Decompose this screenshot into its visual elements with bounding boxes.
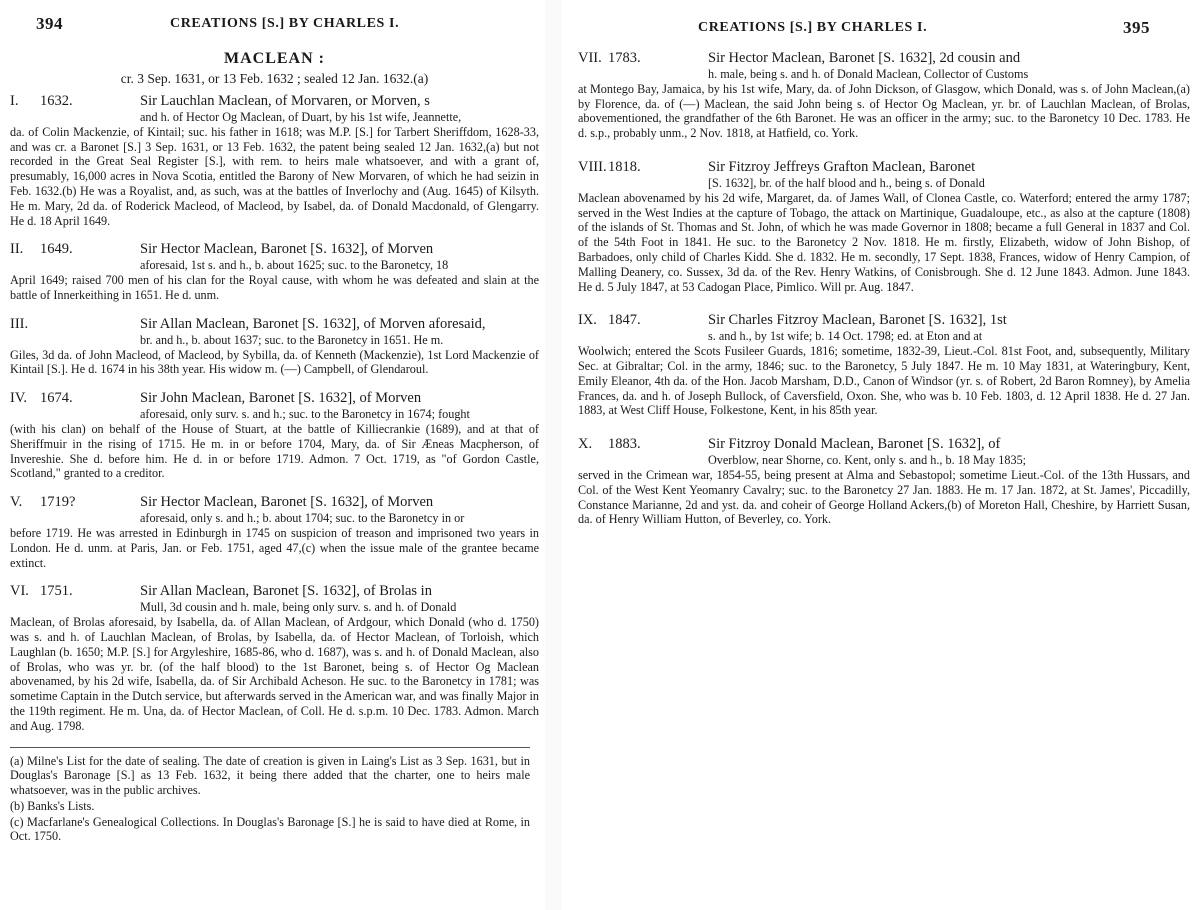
entry-lead-line: aforesaid, only surv. s. and h.; suc. to the Baronetcy in 1674; fought <box>140 407 470 422</box>
entry-numeral: I. <box>10 93 19 109</box>
running-head: CREATIONS [S.] BY CHARLES I. <box>698 20 928 35</box>
entry-numeral: III. <box>10 315 29 332</box>
entry-heading <box>10 93 539 110</box>
baronet-entry <box>578 159 1190 294</box>
entry-heading <box>578 312 1190 329</box>
entry-numeral: IV. <box>10 390 28 407</box>
right-page <box>562 0 1200 910</box>
entry-year: 1674. <box>40 390 73 407</box>
entry-year: 1818. <box>608 158 641 175</box>
right-header <box>578 0 1190 40</box>
entry-body: Maclean, of Brolas aforesaid, by Isabella, da. of Allan Maclean, of Ardgour, which Donald (who d. 1750) was s. and h. of Lauchlan Maclean, of Brolas, by Isabella, da. of Hector Maclean, of Torloish, which Laughlan (b. 1650; M.P. [S.] for Argyleshire, 1685-86, who d. 1687), was s. and h. of Donald Maclean, also of Brolas, who was yr. br. (of the half blood) to the 1st Baronet, being s. of Hector Og Maclean abovenamed, by his 2d wife, Isabella, da. of Sir Archibald Acheson. He suc. to the Baronetcy in 1781; was sometime Captain in the Dutch service, but afterwards served in the American war, and was finally Major in the 119th regiment. He m. Una, da. of Hector Maclean, of Coll. He d. s.p.m. 10 Dec. 1783. Admon. March and Aug. 1798. <box>10 615 539 733</box>
entry-list <box>10 93 539 734</box>
entry-numeral: IX. <box>578 312 597 329</box>
entry-year: 1719? <box>40 494 76 511</box>
entry-body: Giles, 3d da. of John Macleod, of Macleod, by Sybilla, da. of Kenneth (Mackenzie), 1st Lord Mackenzie of Kintail [S.]. He d. 1674 in his 38th year. His widow m. (—) Campbell, of Glendaroul. <box>10 347 539 377</box>
book-gutter <box>545 0 562 910</box>
entry-heading <box>10 316 539 333</box>
entry-name: Sir Fitzroy Jeffreys Grafton Maclean, Baronet <box>708 158 976 175</box>
entry-heading <box>10 241 539 258</box>
baronet-entry <box>10 316 539 377</box>
entry-body: (with his clan) on behalf of the House of Stuart, at the battle of Killiecrankie (1689), and at that of Sheriffmuir in the rising of 1715. He m. in or before 1704, Mary, da. of Sir Æneas Macpherson, of Invereshie. She d. before him. He d. in or before 1719. Admon. 7 Oct. 1719, as "of Gordon Castle, Scotland," granted to a creditor. <box>10 421 539 481</box>
entry-body: served in the Crimean war, 1854-55, being present at Alma and Sebastopol; sometime Lieut.-Col. of the 13th Hussars, and Col. of the West Kent Yeomanry Cavalry; suc. to the Baronetcy 27 Jan. 1883. He m. 17 Jan. 1872, at St. James', Piccadilly, Constance Marianne, 2d and yst. da. and coheir of George Holland Ackers,(b) of Moreton Hall, Cheshire, by Harriett Susan, da. of Henry William Hutton, of Beverley, co. York. <box>578 467 1190 527</box>
entry-lead-line: aforesaid, only s. and h.; b. about 1704; suc. to the Baronetcy in or <box>140 511 465 526</box>
entry-body: at Montego Bay, Jamaica, by his 1st wife, Mary, da. of John Dickson, of Glasgow, which Donald, was s. of John Maclean,(a) by Florence, da. of (—) Maclean, the said John being s. of Hector Og Maclean, yr. br. of Lauchlan Maclean, of Brolas, abovementioned, the grandfather of the 6th Baronet. He was an officer in the army; suc. to the Baronetcy 10 Dec. 1783. He d. s.p., probably unm., 2 Nov. 1818, at Hatfield, co. York. <box>578 81 1190 141</box>
footnote: (b) Banks's Lists. <box>10 798 95 813</box>
entry-body: April 1649; raised 700 men of his clan for the Royal cause, with whom he was defeated and slain at the battle of Innerkeithing in 1651. He d. unm. <box>10 273 539 302</box>
entry-body: before 1719. He was arrested in Edinburgh in 1745 on suspicion of treason and imprisoned two years in London. He d. unm. at Paris, Jan. or Feb. 1751, aged 47,(c) when the issue male of the grantee became extinct. <box>10 525 539 570</box>
entry-name: Sir Hector Maclean, Baronet [S. 1632], of Morven <box>140 241 434 258</box>
entry-name: Sir Hector Maclean, Baronet [S. 1632], 2d cousin and <box>708 50 1021 66</box>
entry-numeral: VI. <box>10 583 29 600</box>
family-title: MACLEAN : <box>224 50 325 67</box>
entry-year: 1783. <box>608 50 641 66</box>
entry-heading <box>578 159 1190 176</box>
entry-lead-line: h. male, being s. and h. of Donald Maclean, Collector of Customs <box>708 67 1029 81</box>
entry-year: 1883. <box>608 436 641 453</box>
entry-year: 1751. <box>40 583 73 600</box>
entry-year: 1632. <box>40 93 73 109</box>
entry-lead-line: s. and h., by 1st wife; b. 14 Oct. 1798; ed. at Eton and at <box>708 329 983 344</box>
entry-body: Woolwich; entered the Scots Fusileer Guards, 1816; sometime, 1832-39, Lieut.-Col. 81st Foot, and, subsequently, Military Sec. at Gibraltar; Col. in the army, 1846; suc. to the Baronetcy, 5 July 1847. He m. 10 May 1831, at Wateringbury, Kent, Emily Eleanor, 4th da. of the Hon. Jacob Marsham, D.D., Canon of Windsor (yr. s. of Robert, 2d Baron Romney), by Amelia Frances, da. and h. of Joseph Bullock, of Caversfield, Oxon. She, who was b. 10 Feb. 1803, d. 12 April 1838. He d. 27 Jan. 1883, at West Cliff House, Folkestone, Kent, in his 85th year. <box>578 344 1190 418</box>
entry-numeral: X. <box>578 436 593 453</box>
entry-year: 1847. <box>608 312 641 329</box>
baronet-entry <box>10 93 539 228</box>
entry-year: 1649. <box>40 241 73 258</box>
entry-lead-line: br. and h., b. about 1637; suc. to the Baronetcy in 1651. He m. <box>140 332 444 347</box>
entry-numeral: V. <box>10 494 23 511</box>
left-header <box>10 0 539 40</box>
baronet-entry <box>10 390 539 481</box>
running-head: CREATIONS [S.] BY CHARLES I. <box>170 16 400 31</box>
creation-line: cr. 3 Sep. 1631, or 13 Feb. 1632 ; sealed 12 Jan. 1632.(a) <box>120 71 429 86</box>
entry-list <box>578 50 1190 527</box>
entry-heading <box>578 436 1190 453</box>
entry-name: Sir Lauchlan Maclean, of Morvaren, or Morven, s <box>140 93 430 109</box>
entry-numeral: VII. <box>578 50 602 66</box>
entry-heading <box>10 494 539 511</box>
entry-name: Sir Allan Maclean, Baronet [S. 1632], of Morven aforesaid, <box>140 315 486 332</box>
footnotes <box>10 747 530 845</box>
baronet-entry <box>578 312 1190 418</box>
entry-body: da. of Colin Mackenzie, of Kintail; suc. his father in 1618; was M.P. [S.] for Tarbert Sheriffdom, 1628-33, and was cr. a Baronet [S.] 3 Sep. 1631, or 13 Feb. 1632, the patent being sealed 12 Jan. 1632,(a) but not recorded in the Great Seal Register [S.], with rem. to heirs male whatsoever, and with a grant of, presumably, 16,000 acres in Nova Scotia, entitled the Barony of New Morvaren, of which he had seizin in Feb. 1632.(b) He was a Royalist, and, as such, was at the battles of Inverlochy and (Aug. 1645) of Kilsyth. He m. Mary, 2d da. of Roderick Macleod, of Macleod, by Isabel, da. of Donald Macdonald, of Glengarry. He d. 18 April 1649. <box>10 124 539 228</box>
baronet-entry <box>578 436 1190 527</box>
entry-name: Sir Fitzroy Donald Maclean, Baronet [S. 1632], of <box>708 436 1001 453</box>
baronet-entry <box>10 494 539 570</box>
entry-numeral: VIII. <box>578 158 607 175</box>
entry-lead-line: and h. of Hector Og Maclean, of Duart, by his 1st wife, Jeannette, <box>140 110 462 124</box>
left-page <box>0 0 545 910</box>
entry-name: Sir Hector Maclean, Baronet [S. 1632], of Morven <box>140 494 434 511</box>
baronet-entry <box>10 241 539 302</box>
footnote: (a) Milne's List for the date of sealing. The date of creation is given in Laing's List as 3 Sep. 1631, but in Douglas's Baronage [S.] as 13 Feb. 1632, it being there added that the charter, one to heirs male whatsoever, was in the public archives. <box>10 753 530 798</box>
entry-name: Sir John Maclean, Baronet [S. 1632], of Morven <box>140 390 422 407</box>
entry-body: Maclean abovenamed by his 2d wife, Margaret, da. of James Wall, of Clonea Castle, co. Waterford; entered the army 1787; served in the West Indies at the capture of Tobago, the attack on Martinique, Guadaloupe, etc., as also at the capture (1808) of the islands of St. Thomas and St. John, of which he was made Governor in 1808; became a full General in 1837 and Col. of the 54th Foot in 1841. He suc. to the Baronetcy 2 Nov. 1818. He m. firstly, Elizabeth, widow of John Bishop, of Barbadoes, only child of Charles Kidd. She d. 1832. He m. secondly, 17 Sept. 1838, Frances, widow of Henry Campion, of Malling Deanery, co. Sussex, 3d da. of the Rev. Henry Watkins, of Conisbrough. She d. 12 June 1843. Admon. June 1843. He d. 5 July 1847, at 53 Cadogan Place, Pimlico. Will pr. Aug. 1847. <box>578 190 1190 294</box>
entry-lead-line: aforesaid, 1st s. and h., b. about 1625; suc. to the Baronetcy, 18 <box>140 258 449 273</box>
entry-numeral: II. <box>10 241 24 258</box>
entry-heading <box>10 583 539 600</box>
entry-heading <box>10 390 539 407</box>
family-title-block <box>10 50 539 87</box>
entry-lead-line: [S. 1632], br. of the half blood and h., being s. of Donald <box>708 175 985 190</box>
baronet-entry <box>10 583 539 733</box>
entry-heading <box>578 50 1190 67</box>
entry-lead-line: Mull, 3d cousin and h. male, being only surv. s. and h. of Donald <box>140 600 457 615</box>
entry-name: Sir Charles Fitzroy Maclean, Baronet [S. 1632], 1st <box>708 312 1007 329</box>
page-number: 395 <box>1123 18 1150 37</box>
entry-name: Sir Allan Maclean, Baronet [S. 1632], of Brolas in <box>140 583 432 600</box>
baronet-entry <box>578 50 1190 141</box>
footnote: (c) Macfarlane's Genealogical Collections. In Douglas's Baronage [S.] he is said to have died at Rome, in Oct. 1750. <box>10 814 530 844</box>
entry-lead-line: Overblow, near Shorne, co. Kent, only s. and h., b. 18 May 1835; <box>708 453 1027 468</box>
page-number: 394 <box>36 14 63 33</box>
